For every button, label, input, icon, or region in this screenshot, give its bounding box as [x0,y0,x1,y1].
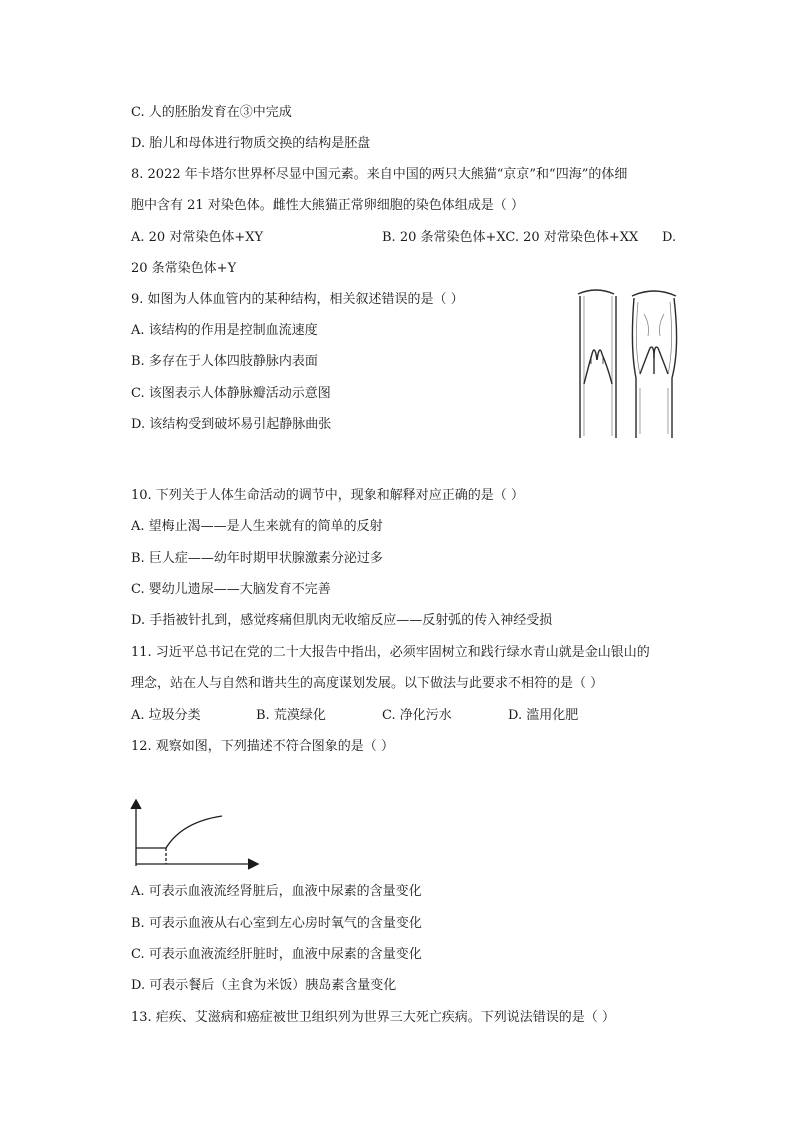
curve-graph-icon [126,796,266,870]
q9-stem: 9. 如图为人体血管内的某种结构，相关叙述错误的是（ ） [131,292,464,307]
q7-option-d: D. 胎儿和母体进行物质交换的结构是胚盘 [131,136,371,151]
q11-stem-line2: 理念，站在人与自然和谐共生的高度谋划发展。以下做法与此要求不相符的是（ ） [131,676,604,691]
q9-option-c: C. 该图表示人体静脉瓣活动示意图 [131,386,331,401]
q11-stem-line1: 11. 习近平总书记在党的二十大报告中指出，必须牢固树立和践行绿水青山就是金山银山的 [131,645,650,660]
q11-option-c: C. 净化污水 [382,708,452,723]
q9-option-b: B. 多存在于人体四肢静脉内表面 [131,354,318,369]
q11-options-row [131,707,631,725]
q11-option-a: A. 垃圾分类 [131,708,201,723]
q12-option-b: B. 可表示血液从右心室到左心房时氧气的含量变化 [131,916,422,931]
vein-valve-diagram-icon [570,288,690,440]
q8-option-d-prefix: D. [662,230,677,245]
q10-stem: 10. 下列关于人体生命活动的调节中，现象和解释对应正确的是（ ） [131,488,524,503]
q7-option-c: C. 人的胚胎发育在③中完成 [131,105,292,120]
q8-stem-line1: 8. 2022 年卡塔尔世界杯尽显中国元素。来自中国的两只大熊猫“京京”和“四海”的体细 [131,167,628,182]
q9-option-d: D. 该结构受到破坏易引起静脉曲张 [131,417,332,432]
q10-option-d: D. 手指被针扎到，感觉疼痛但肌肉无收缩反应——反射弧的传入神经受损 [131,613,553,628]
q11-option-b: B. 荒漠绿化 [256,708,326,723]
q11-option-d: D. 滥用化肥 [508,708,579,723]
q13-stem: 13. 疟疾、艾滋病和癌症被世卫组织列为世界三大死亡疾病。下列说法错误的是（ ） [131,1010,615,1025]
q8-option-d: 20 条常染色体+Y [131,261,237,276]
q10-option-b: B. 巨人症——幼年时期甲状腺激素分泌过多 [131,551,383,566]
q8-option-b-c: B. 20 条常染色体+XC. 20 对常染色体+XX [382,230,639,245]
q8-stem-line2: 胞中含有 21 对染色体。雌性大熊猫正常卵细胞的染色体组成是（ ） [131,198,524,213]
q9-option-a: A. 该结构的作用是控制血流速度 [131,323,318,338]
q12-option-d: D. 可表示餐后（主食为米饭）胰岛素含量变化 [131,978,397,993]
q8-option-a: A. 20 对常染色体+XY [131,230,264,245]
q12-stem: 12. 观察如图，下列描述不符合图象的是（ ） [131,739,394,754]
q12-option-c: C. 可表示血液流经肝脏时，血液中尿素的含量变化 [131,947,422,962]
q10-option-c: C. 婴幼儿遗尿——大脑发育不完善 [131,582,331,597]
q8-options-row [131,229,691,247]
q12-option-a: A. 可表示血液流经肾脏后，血液中尿素的含量变化 [131,884,422,899]
q10-option-a: A. 望梅止渴——是人生来就有的简单的反射 [131,519,383,534]
